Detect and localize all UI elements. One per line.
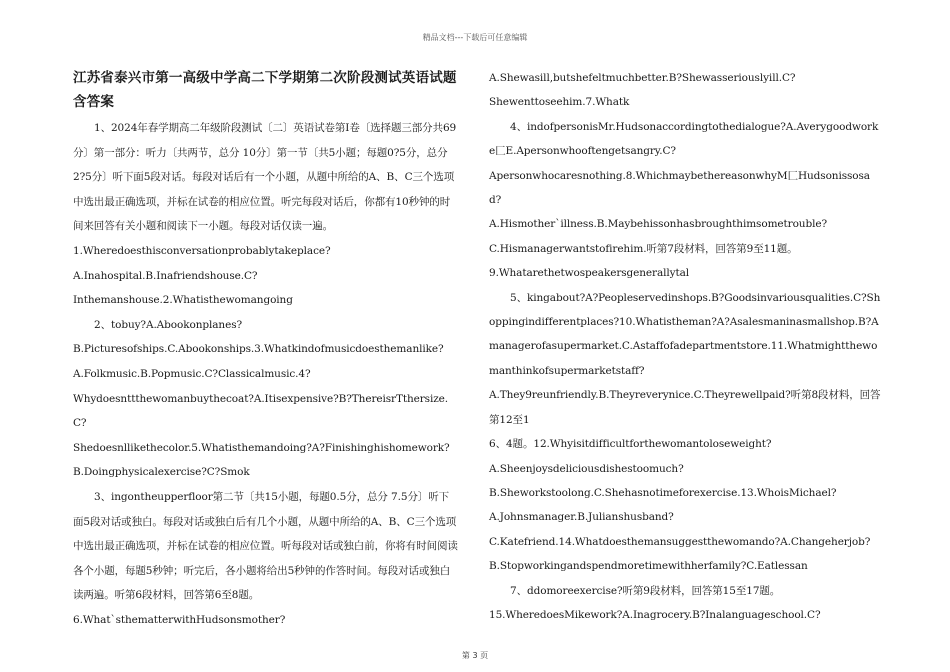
question-paragraph: 5、kingabout?A?Peopleservedinshops.B?Goodsinvariousqualities.C?Shoppingindifferentplaces?10.Whatistheman?A?Asalesmaninasmallshop.B?Amanagerofasupermarket.C.Astaffofadepartmentstore.11.Whatmightthewomanthinkofsupermarketstaff? [489,291,881,377]
question-paragraph: 15.WheredoesMikework?A.Inagrocery.B?Inalanguageschool.C? [489,608,821,621]
question-paragraph: A.Hismother`illness.B.Maybehissonhasbroughthimsometrouble? [489,218,827,231]
question-paragraph: Shedoesnllikethecolor.5.Whatisthemandoing?A?Finishinghishomework? [73,441,450,454]
question-paragraph: A.Folkmusic.B.Popmusic.C?Classicalmusic.4? [73,367,311,380]
question-paragraph: 2、tobuy?A.Abookonplanes? [94,318,243,331]
question-paragraph: A.Shewasill,butshefeltmuchbetter.B?Shewasseriouslyill.C? [489,72,796,84]
left-column [73,66,459,632]
question-paragraph: 6.What`sthematterwithHudsonsmother? [73,613,286,626]
question-paragraph: 9.Whatarethetwospeakersgenerallytal [489,267,690,280]
right-column-body [489,66,881,627]
question-paragraph: Shewenttoseehim.7.Whatk [489,96,630,109]
question-paragraph: Apersonwhocaresnothing.8.WhichmaybethereasonwhyM匚Hudsonissosad? [489,169,870,207]
question-paragraph: 1、2024年春学期高二年级阶段测试〔二〕英语试卷第Ⅰ卷〔选择题三部分共69分〕第一部分：听力〔共两节，总分 10分〕第一节〔共5小题；每题0?5分，总分 2?5分〕听下面5段对话。每段对话后有一个小题，从题中所给的A、B、C三个选项中选出最正确选项，并标在试卷的相应位置。听完每段对话后，你都有10秒钟的时间来回答有关小题和阅读下一小题。每段对话仅读一遍。 [73,122,457,233]
page-header: 精品文档---下载后可任意编辑 [422,33,528,42]
question-paragraph: A.Johnsmanager.B.Julianshusband? [489,511,674,524]
question-paragraph: 7、ddomoreexercise?听第9段材料，回答第15至17题。 [510,584,781,597]
question-paragraph: A.They9reunfriendly.B.Theyreverynice.C.Theyrewellpaid?听第8段材料，回答第12至1 [489,389,881,426]
question-paragraph: 1.Wheredoesthisconversationprobablytakeplace? [73,244,331,257]
right-column [489,66,881,627]
question-paragraph: B.Doingphysicalexercise?C?Smok [73,466,250,479]
page-number: 第 3 页 [461,651,489,660]
question-paragraph: 6、4题。12.Whyisitdifficultforthewomantoloseweight? [489,438,772,451]
left-column-body [73,116,459,632]
question-paragraph: 3、ingontheupperfloor第二节〔共15小题，每题0.5分，总分 7.5分〕听下面5段对话或独白。每段对话或独白后有几个小题，从题中所给的A、B、C三个选项中选出最正确选项，并标在试卷的相应位置。听每段对话或独白前，你将有时间阅读各个小题，每题5秒钟；听完后，各小题将给出5秒钟的作答时间。每段对话或独白读两遍。听第6段材料，回答第6至8题。 [73,490,458,602]
question-paragraph: A.Inahospital.B.Inafriendshouse.C? [73,269,258,282]
question-paragraph: C.Katefriend.14.Whatdoesthemansuggestthewomando?A.Changeherjob? [489,535,871,548]
document-title: 江苏省泰兴市第一高级中学高二下学期第二次阶段测试英语试题含答案 [73,70,457,110]
question-paragraph: B.Sheworkstoolong.C.Shehasnotimeforexercise.13.WhoisMichael? [489,486,837,499]
question-paragraph: Whydoesnttthewomanbuythecoat?A.Itisexpensive?B?ThereisrTthersize.C? [73,392,449,430]
question-paragraph: C.Hismanagerwantstofirehim.听第7段材料，回答第9至11题。 [489,242,798,255]
question-paragraph: B.Picturesofships.C.Abookonships.3.Whatkindofmusicdoesthemanlike? [73,343,444,356]
question-paragraph: 4、indofpersonisMr.Hudsonaccordingtothedialogue?A.Averygoodworke匚E.Apersonwhooftengetsangry.C? [489,120,879,158]
question-paragraph: Inthemanshouse.2.Whatisthewomangoing [73,294,293,307]
question-paragraph: A.Sheenjoysdeliciousdishestoomuch? [489,462,684,475]
question-paragraph: B.Stopworkingandspendmoretimewithherfamily?C.Eatlessan [489,560,808,573]
